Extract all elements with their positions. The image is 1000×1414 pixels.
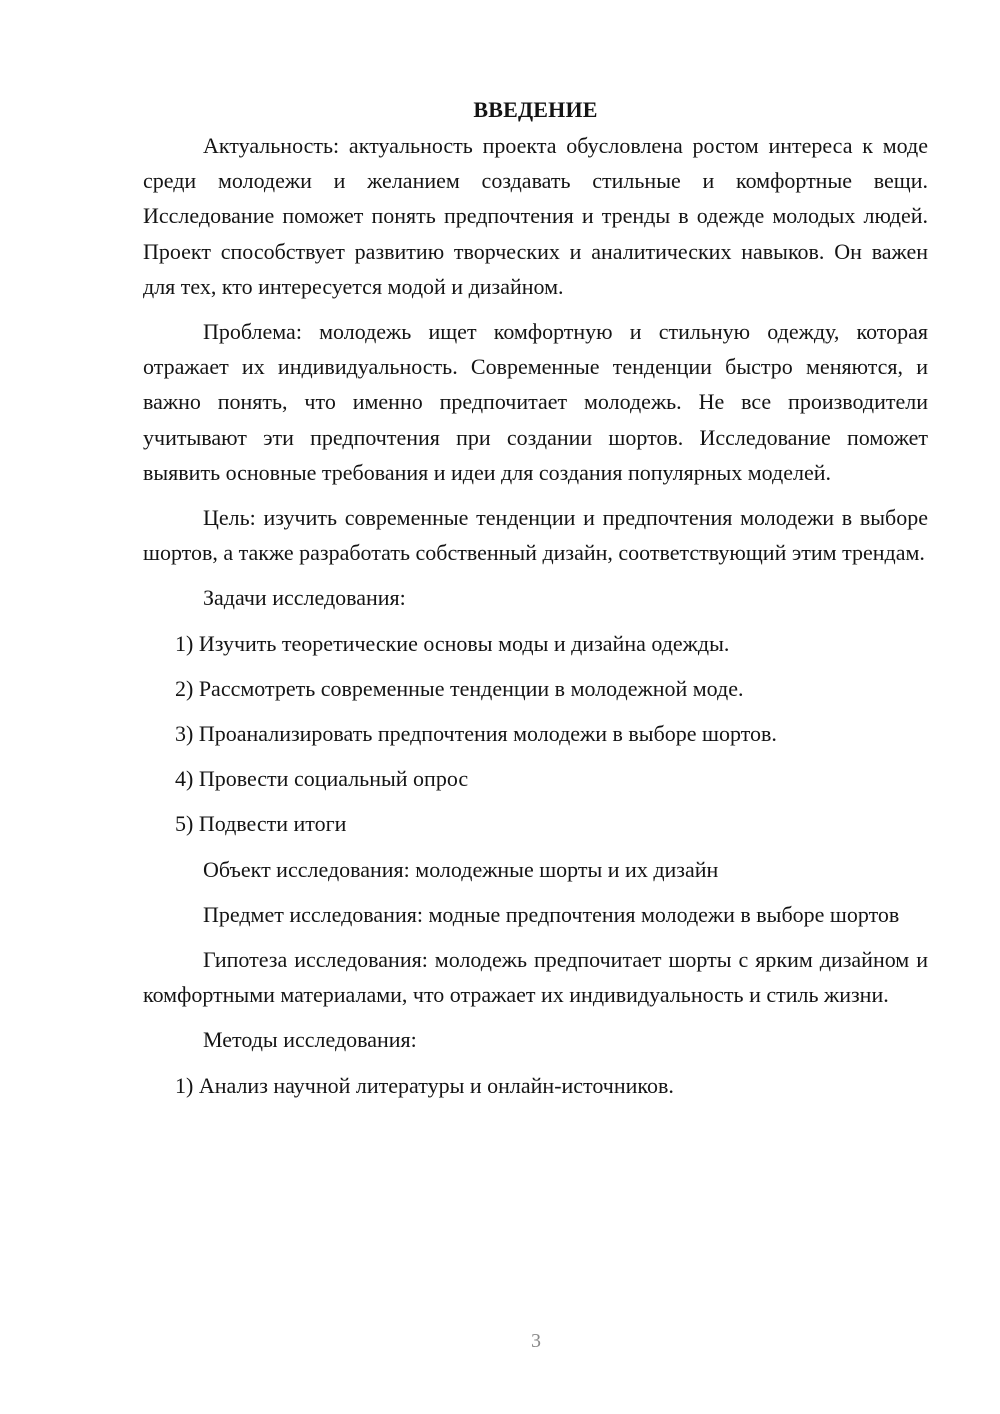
tasks-title: Задачи исследования:	[203, 585, 406, 611]
subject-paragraph: Предмет исследования: модные предпочтения молодежи в выборе шортов	[203, 901, 900, 927]
goal-paragraph: Цель: изучить современные тенденции и предпочтения молодежи в выборе шортов, а также разработать собственный дизайн, соответствующий этим трендам.	[143, 505, 928, 566]
task-item: 1) Изучить теоретические основы моды и дизайна одежды.	[175, 630, 730, 656]
task-item: 3) Проанализировать предпочтения молодежи в выборе шортов.	[175, 721, 777, 747]
relevance-paragraph: Актуальность: актуальность проекта обусловлена ростом интереса к моде среди молодежи и желанием создавать стильные и комфортные вещи. Исследование поможет понять предпочтения и тренды в одежде молодых людей. Проект способствует развитию творческих и аналитических навыков. Он важен для тех, кто интересуется модой и дизайном.	[143, 133, 928, 299]
methods-title: Методы исследования:	[203, 1027, 417, 1053]
hypothesis-paragraph: Гипотеза исследования: молодежь предпочитает шорты с ярким дизайном и комфортными материалами, что отражает их индивидуальность и стиль жизни.	[143, 947, 928, 1008]
task-item: 2) Рассмотреть современные тенденции в молодежной моде.	[175, 675, 744, 701]
task-item: 5) Подвести итоги	[175, 811, 347, 837]
task-item: 4) Провести социальный опрос	[175, 766, 469, 792]
object-line: Объект исследования: молодежные шорты и их дизайн	[203, 856, 719, 882]
method-item: 1) Анализ научной литературы и онлайн-источников.	[175, 1072, 674, 1098]
section-heading: ВВЕДЕНИЕ	[473, 97, 598, 122]
problem-paragraph: Проблема: молодежь ищет комфортную и стильную одежду, которая отражает их индивидуальность. Современные тенденции быстро меняются, и важно понять, что именно предпочитает молодежь. Не все производители учитывают эти предпочтения при создании шортов. Исследование поможет выявить основные требования и идеи для создания популярных моделей.	[143, 319, 928, 485]
page-number: 3	[531, 1330, 541, 1352]
document-page	[143, 92, 928, 1113]
